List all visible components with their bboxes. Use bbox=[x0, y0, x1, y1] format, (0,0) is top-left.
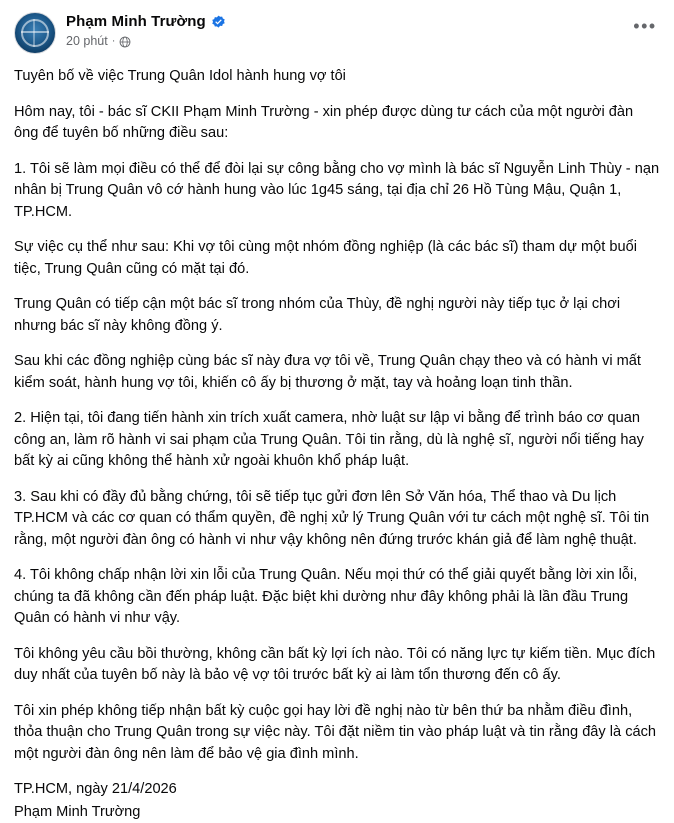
post-meta bbox=[66, 34, 630, 49]
post-timestamp[interactable]: 20 phút bbox=[66, 34, 108, 49]
post-signature-name: Phạm Minh Trường bbox=[14, 802, 660, 823]
author-name[interactable]: Phạm Minh Trường bbox=[66, 13, 206, 31]
post-paragraph: Sau khi các đồng nghiệp cùng bác sĩ này đưa vợ tôi về, Trung Quân chạy theo và có hành vi mất kiểm soát, hành hung vợ tôi, khiến cô ấy bị thương ở mặt, tay và hoảng loạn tinh thần. bbox=[14, 351, 660, 394]
post-header bbox=[14, 12, 660, 54]
post-paragraph: Tôi không yêu cầu bồi thường, không cần bất kỳ lợi ích nào. Tôi có năng lực tự kiếm tiền. Mục đích duy nhất của tuyên bố này là bảo vệ vợ tôi trước bất kỳ ai làm tổn thương đến cô ấy. bbox=[14, 644, 660, 687]
globe-icon bbox=[119, 36, 131, 48]
profile-avatar-image[interactable] bbox=[14, 12, 56, 54]
post-paragraph-title: Tuyên bố về việc Trung Quân Idol hành hung vợ tôi bbox=[14, 66, 660, 88]
post-paragraph: Sự việc cụ thể như sau: Khi vợ tôi cùng một nhóm đồng nghiệp (là các bác sĩ) tham dự một buổi tiệc, Trung Quân cũng có mặt tại đó. bbox=[14, 237, 660, 280]
post-paragraph: 3. Sau khi có đầy đủ bằng chứng, tôi sẽ tiếp tục gửi đơn lên Sở Văn hóa, Thể thao và Du lịch TP.HCM và các cơ quan có thẩm quyền, đề nghị xử lý Trung Quân với tư cách một nghệ sĩ. Tôi tin rằng, một người đàn ông có hành vi như vậy không nên đứng trước khán giả để làm nghệ thuật. bbox=[14, 487, 660, 552]
avatar-decor-line-horizontal bbox=[21, 31, 49, 33]
post-paragraph: 1. Tôi sẽ làm mọi điều có thể để đòi lại sự công bằng cho vợ mình là bác sĩ Nguyễn Linh Thùy - nạn nhân bị Trung Quân vô cớ hành hung vào lúc 1g45 sáng, tại địa chỉ 26 Hồ Tùng Mậu, Quận 1, TP.HCM. bbox=[14, 159, 660, 224]
post-signature-location-date: TP.HCM, ngày 21/4/2026 bbox=[14, 779, 660, 801]
post-options-menu-icon[interactable]: ••• bbox=[630, 14, 660, 38]
avatar[interactable] bbox=[14, 12, 56, 54]
post-paragraph: Hôm nay, tôi - bác sĩ CKII Phạm Minh Trường - xin phép được dùng tư cách của một người đàn ông để tuyên bố những điều sau: bbox=[14, 102, 660, 145]
meta-separator: · bbox=[112, 34, 116, 49]
post-header-text bbox=[66, 12, 630, 49]
post-paragraph: Trung Quân có tiếp cận một bác sĩ trong nhóm của Thùy, đề nghị người này tiếp tục ở lại chơi nhưng bác sĩ này không đồng ý. bbox=[14, 294, 660, 337]
avatar-decor-ring bbox=[21, 19, 49, 47]
post-paragraph: 2. Hiện tại, tôi đang tiến hành xin trích xuất camera, nhờ luật sư lập vi bằng để trình báo cơ quan công an, làm rõ hành vi sai phạm của Trung Quân. Tôi tin rằng, dù là nghệ sĩ, người nổi tiếng hay bất kỳ ai cũng không thể hành xử ngoài khuôn khổ pháp luật. bbox=[14, 408, 660, 473]
author-row bbox=[66, 13, 630, 31]
avatar-decor-line-vertical bbox=[33, 19, 35, 47]
post-paragraph: 4. Tôi không chấp nhận lời xin lỗi của Trung Quân. Nếu mọi thứ có thể giải quyết bằng lời xin lỗi, chúng ta đã không cần đến pháp luật. Đặc biệt khi dường như đây không phải là lần đầu Trung Quân có hành vi như vậy. bbox=[14, 565, 660, 630]
post-paragraph: Tôi xin phép không tiếp nhận bất kỳ cuộc gọi hay lời đề nghị nào từ bên thứ ba nhằm điều đình, thỏa thuận cho Trung Quân trong sự việc này. Tôi đặt niềm tin vào pháp luật và tin rằng đây là cách một người đàn ông nên làm để bảo vệ gia đình mình. bbox=[14, 701, 660, 766]
verified-badge-icon bbox=[211, 15, 226, 30]
post-body bbox=[14, 66, 660, 823]
